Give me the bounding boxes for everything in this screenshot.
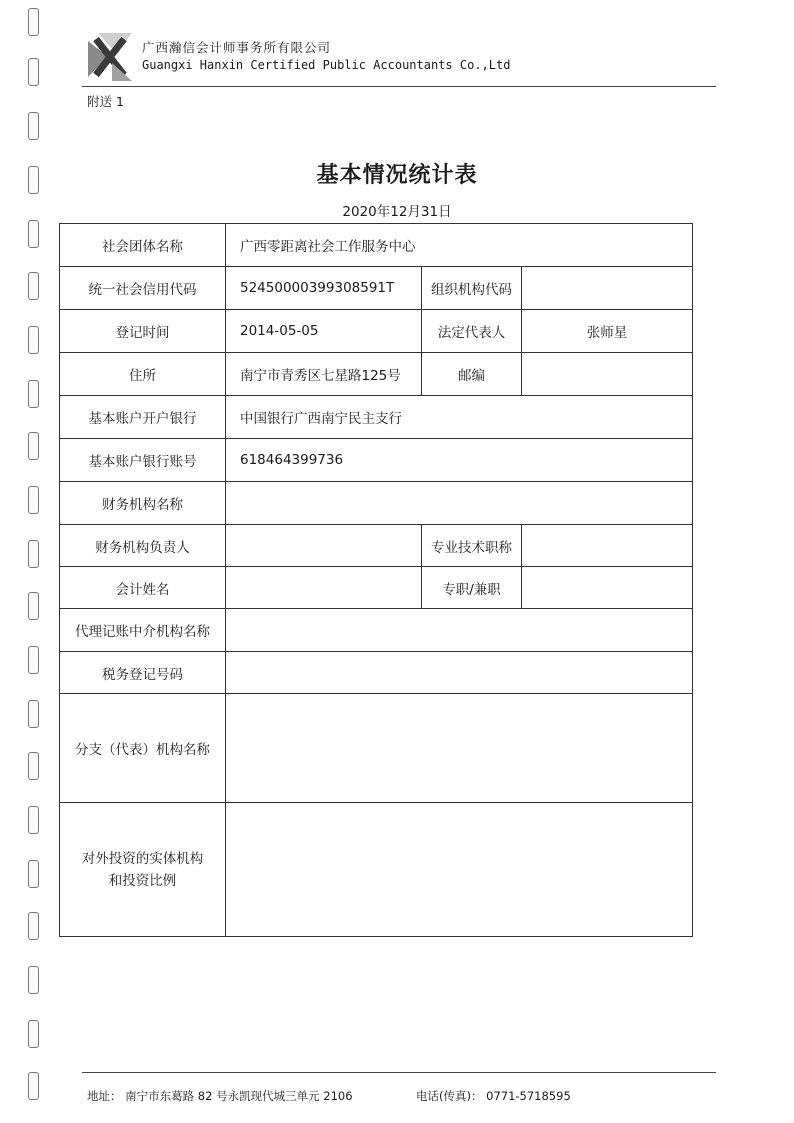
org-code-value <box>522 267 693 310</box>
company-name-cn: 广西瀚信会计师事务所有限公司 <box>142 40 332 55</box>
investment-value <box>226 803 693 937</box>
investment-label-line1: 对外投资的实体机构 <box>81 850 204 867</box>
legal-rep-value: 张师星 <box>522 310 693 353</box>
account-value: 618464399736 <box>226 439 693 482</box>
binding-hole <box>28 58 39 86</box>
agent-label: 代理记账中介机构名称 <box>60 609 226 652</box>
table-row <box>60 224 693 267</box>
fulltime-value <box>522 567 693 609</box>
finance-head-label: 财务机构负责人 <box>60 525 226 567</box>
fulltime-label: 专职/兼职 <box>422 567 522 609</box>
org-name-value: 广西零距离社会工作服务中心 <box>226 224 693 267</box>
company-name-en: Guangxi Hanxin Certified Public Accountants Co.,Ltd <box>142 58 511 72</box>
table-row <box>60 439 693 482</box>
finance-org-value <box>226 482 693 525</box>
postcode-label: 邮编 <box>422 353 522 396</box>
binding-hole <box>28 112 39 140</box>
table-row <box>60 694 693 803</box>
org-name-label: 社会团体名称 <box>60 224 226 267</box>
footer-phone: 电话(传真)： 0771-5718595 <box>416 1089 571 1103</box>
binding-hole <box>28 700 39 728</box>
table-row <box>60 267 693 310</box>
binding-hole <box>28 752 39 780</box>
binding-hole <box>28 1072 39 1100</box>
org-code-label: 组织机构代码 <box>422 267 522 310</box>
table-row <box>60 310 693 353</box>
bank-label: 基本账户开户银行 <box>60 396 226 439</box>
tax-reg-value <box>226 652 693 694</box>
table-row <box>60 353 693 396</box>
binding-hole <box>28 272 39 300</box>
address-label: 住所 <box>60 353 226 396</box>
binding-hole <box>28 8 39 36</box>
binding-hole <box>28 860 39 888</box>
binding-hole <box>28 966 39 994</box>
binding-hole <box>28 540 39 568</box>
accountant-label: 会计姓名 <box>60 567 226 609</box>
tax-reg-label: 税务登记号码 <box>60 652 226 694</box>
binding-hole <box>28 912 39 940</box>
attachment-label: 附送 1 <box>87 94 124 109</box>
accountant-value <box>226 567 422 609</box>
bank-value: 中国银行广西南宁民主支行 <box>226 396 693 439</box>
hanxin-logo-icon <box>88 33 132 81</box>
header-divider <box>82 86 716 87</box>
investment-label <box>60 803 226 937</box>
professional-title-value <box>522 525 693 567</box>
investment-label-line2: 和投资比例 <box>108 872 177 889</box>
address-value: 南宁市青秀区七星路125号 <box>226 353 422 396</box>
binding-hole <box>28 432 39 460</box>
statistics-table <box>59 223 693 937</box>
reg-date-value: 2014-05-05 <box>226 310 422 353</box>
binding-hole <box>28 326 39 354</box>
table-row <box>60 652 693 694</box>
document-date: 2020年12月31日 <box>342 204 452 220</box>
footer-divider <box>82 1072 716 1073</box>
binding-hole <box>28 486 39 514</box>
legal-rep-label: 法定代表人 <box>422 310 522 353</box>
agent-value <box>226 609 693 652</box>
account-label: 基本账户银行账号 <box>60 439 226 482</box>
table-row <box>60 609 693 652</box>
binding-hole <box>28 380 39 408</box>
binding-hole <box>28 806 39 834</box>
table-row <box>60 567 693 609</box>
credit-code-value: 52450000399308591T <box>226 267 422 310</box>
postcode-value <box>522 353 693 396</box>
credit-code-label: 统一社会信用代码 <box>60 267 226 310</box>
branch-value <box>226 694 693 803</box>
table-row <box>60 525 693 567</box>
branch-label: 分支（代表）机构名称 <box>60 694 226 803</box>
table-row <box>60 396 693 439</box>
professional-title-label: 专业技术职称 <box>422 525 522 567</box>
binding-hole <box>28 1020 39 1048</box>
table-row <box>60 482 693 525</box>
binding-hole <box>28 592 39 620</box>
footer-address: 地址： 南宁市东葛路 82 号永凯现代城三单元 2106 <box>87 1089 353 1103</box>
reg-date-label: 登记时间 <box>60 310 226 353</box>
finance-head-value <box>226 525 422 567</box>
document-title: 基本情况统计表 <box>316 163 478 188</box>
binding-hole <box>28 220 39 248</box>
binding-hole <box>28 646 39 674</box>
table-row <box>60 803 693 937</box>
finance-org-label: 财务机构名称 <box>60 482 226 525</box>
